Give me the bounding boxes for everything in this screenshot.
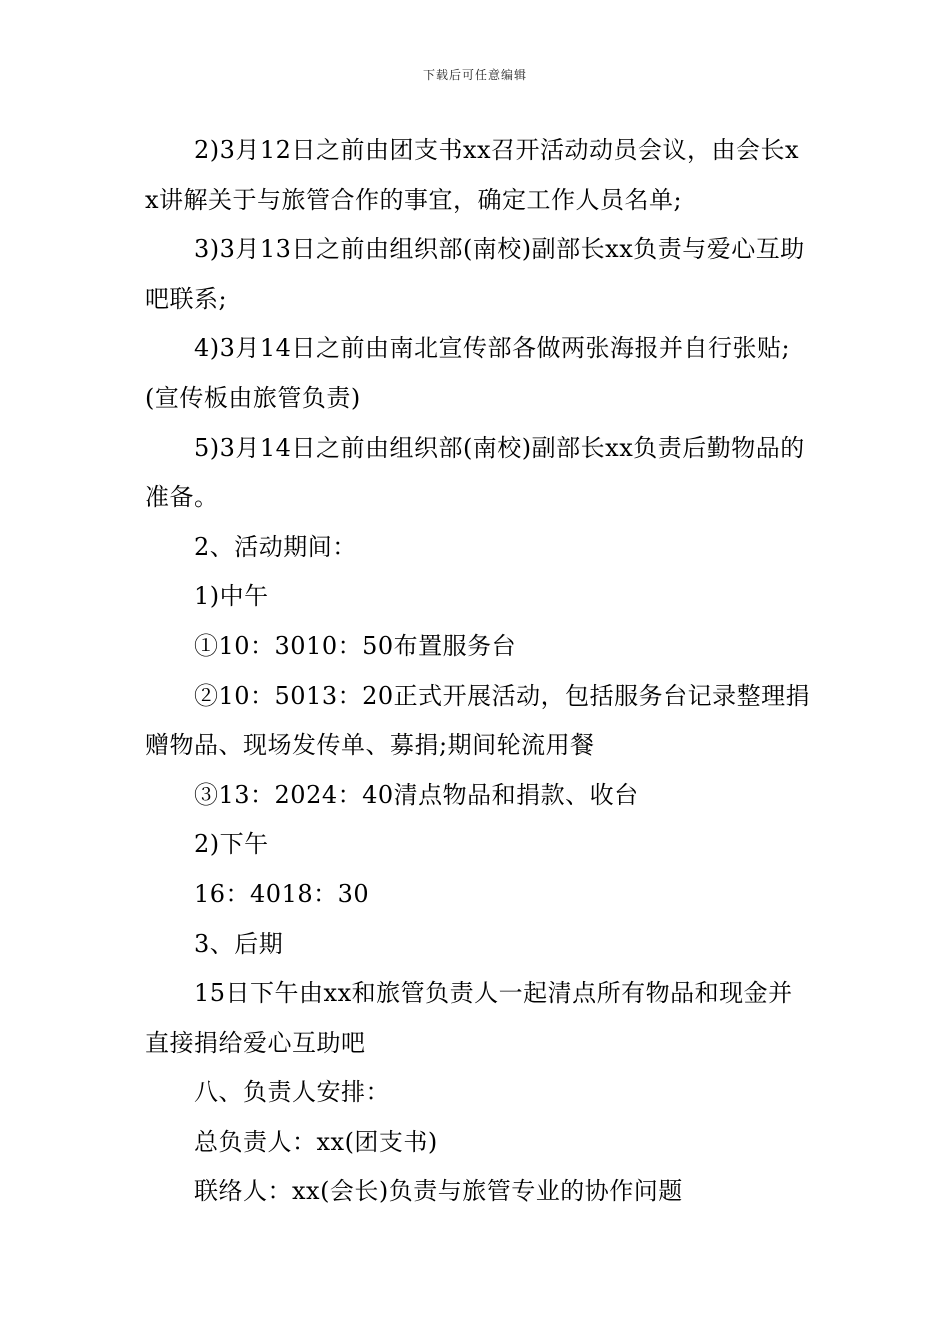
subheading-noon: 1)中午	[194, 582, 269, 611]
afternoon-time: 16：4018：30	[194, 879, 370, 908]
schedule-item-3: ③13：2024：40清点物品和捐款、收台	[194, 780, 639, 809]
paragraph-step-4: 4)3月14日之前由南北宣传部各做两张海报并自行张贴;(宣传板由旅管负责)	[145, 334, 791, 412]
section-heading-during: 2、活动期间：	[194, 532, 357, 561]
responsible-liaison: 联络人：xx(会长)负责与旅管专业的协作问题	[194, 1177, 683, 1206]
schedule-item-1: ①10：3010：50布置服务台	[194, 631, 517, 660]
document-body	[145, 126, 813, 1217]
page-header: 下载后可任意编辑	[422, 68, 527, 82]
subheading-afternoon: 2)下午	[194, 830, 269, 859]
paragraph-step-5: 5)3月14日之前由组织部(南校)副部长xx负责后勤物品的准备。	[145, 433, 805, 512]
section-heading-responsible: 八、负责人安排：	[194, 1078, 390, 1107]
paragraph-step-3: 3)3月13日之前由组织部(南校)副部长xx负责与爱心互助吧联系;	[145, 235, 805, 313]
section-heading-later: 3、后期	[194, 929, 284, 958]
paragraph-step-2: 2)3月12日之前由团支书xx召开活动动员会议，由会长xx讲解关于与旅管合作的事宜，确定工作人员名单;	[145, 136, 800, 214]
paragraph-later-detail: 15日下午由xx和旅管负责人一起清点所有物品和现金并直接捐给爱心互助吧	[145, 979, 793, 1057]
schedule-item-2: ②10：5013：20正式开展活动，包括服务台记录整理捐赠物品、现场发传单、募捐;期间轮流用餐	[145, 681, 811, 760]
responsible-general: 总负责人：xx(团支书)	[194, 1127, 438, 1156]
